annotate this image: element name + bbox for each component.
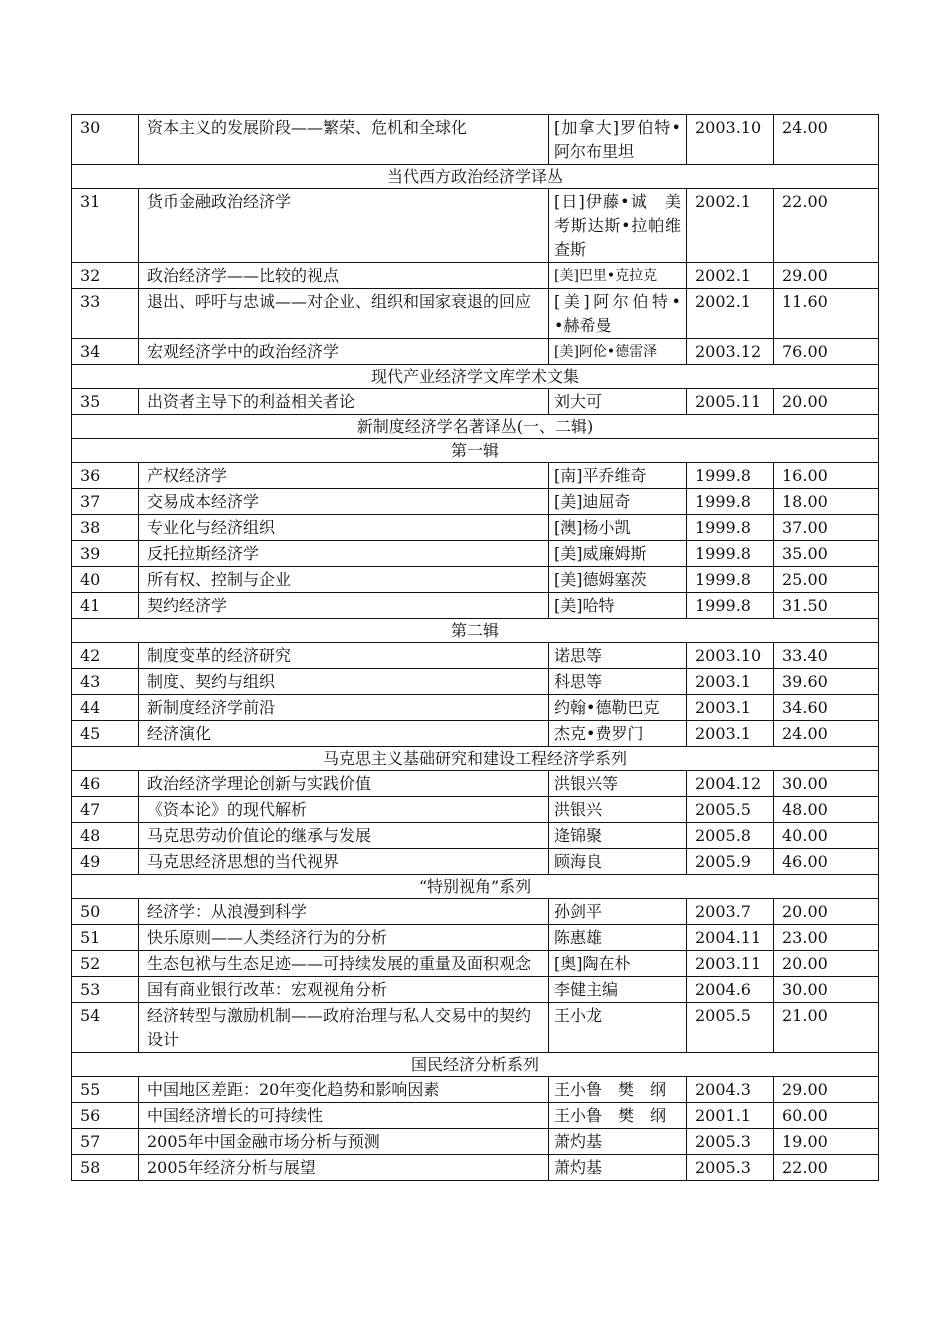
publish-date: 2001.1	[687, 1103, 774, 1129]
table-row	[72, 593, 879, 619]
table-row	[72, 797, 879, 823]
book-title: 交易成本经济学	[139, 489, 549, 515]
book-price: 21.00	[774, 1003, 879, 1053]
publish-date: 2003.11	[687, 951, 774, 977]
book-price: 40.00	[774, 823, 879, 849]
book-author: 孙剑平	[549, 899, 687, 925]
publish-date: 1999.8	[687, 567, 774, 593]
publish-date: 1999.8	[687, 515, 774, 541]
table-row	[72, 643, 879, 669]
section-header-row	[72, 439, 879, 463]
book-price: 23.00	[774, 925, 879, 951]
book-number: 31	[72, 189, 139, 263]
book-price: 46.00	[774, 849, 879, 875]
book-price: 24.00	[774, 115, 879, 165]
book-author: 约翰•德勒巴克	[549, 695, 687, 721]
book-number: 57	[72, 1129, 139, 1155]
book-price: 11.60	[774, 289, 879, 339]
book-author: [美]阿尔伯特• •赫希曼	[549, 289, 687, 339]
publish-date: 2002.1	[687, 289, 774, 339]
book-title: 中国经济增长的可持续性	[139, 1103, 549, 1129]
book-author: 洪银兴	[549, 797, 687, 823]
publish-date: 2004.12	[687, 771, 774, 797]
table-row	[72, 1103, 879, 1129]
book-price: 30.00	[774, 977, 879, 1003]
table-row	[72, 951, 879, 977]
publish-date: 2003.10	[687, 115, 774, 165]
publish-date: 2005.5	[687, 1003, 774, 1053]
table-row	[72, 925, 879, 951]
section-title: 现代产业经济学文库学术文集	[72, 365, 879, 389]
book-author: [美]德姆塞茨	[549, 567, 687, 593]
table-row	[72, 695, 879, 721]
book-number: 41	[72, 593, 139, 619]
section-title: 国民经济分析系列	[72, 1053, 879, 1077]
table-row	[72, 189, 879, 263]
book-author: 刘大可	[549, 389, 687, 415]
book-number: 40	[72, 567, 139, 593]
book-title: 经济学：从浪漫到科学	[139, 899, 549, 925]
book-author: 王小龙	[549, 1003, 687, 1053]
book-price: 25.00	[774, 567, 879, 593]
book-title: 制度变革的经济研究	[139, 643, 549, 669]
book-number: 58	[72, 1155, 139, 1181]
book-number: 55	[72, 1077, 139, 1103]
publish-date: 2003.12	[687, 339, 774, 365]
table-row	[72, 515, 879, 541]
book-number: 37	[72, 489, 139, 515]
table-row	[72, 339, 879, 365]
table-row	[72, 1003, 879, 1053]
section-title: 第二辑	[72, 619, 879, 643]
book-title: 生态包袱与生态足迹——可持续发展的重量及面积观念	[139, 951, 549, 977]
table-row	[72, 389, 879, 415]
book-number: 33	[72, 289, 139, 339]
book-number: 44	[72, 695, 139, 721]
publish-date: 2005.3	[687, 1129, 774, 1155]
book-price: 29.00	[774, 1077, 879, 1103]
book-number: 56	[72, 1103, 139, 1129]
table-row	[72, 1077, 879, 1103]
publish-date: 2005.3	[687, 1155, 774, 1181]
book-price: 22.00	[774, 1155, 879, 1181]
table-row	[72, 289, 879, 339]
table-row	[72, 567, 879, 593]
book-title: 契约经济学	[139, 593, 549, 619]
section-title: 马克思主义基础研究和建设工程经济学系列	[72, 747, 879, 771]
section-header-row	[72, 875, 879, 899]
table-row	[72, 849, 879, 875]
book-title: 快乐原则——人类经济行为的分析	[139, 925, 549, 951]
book-title: 中国地区差距：20年变化趋势和影响因素	[139, 1077, 549, 1103]
table-row	[72, 489, 879, 515]
book-author: 逄锦聚	[549, 823, 687, 849]
table-row	[72, 977, 879, 1003]
publish-date: 2002.1	[687, 189, 774, 263]
book-number: 49	[72, 849, 139, 875]
book-price: 20.00	[774, 899, 879, 925]
book-number: 46	[72, 771, 139, 797]
book-price: 33.40	[774, 643, 879, 669]
book-title: 资本主义的发展阶段——繁荣、危机和全球化	[139, 115, 549, 165]
book-title: 货币金融政治经济学	[139, 189, 549, 263]
book-price: 20.00	[774, 951, 879, 977]
section-header-row	[72, 365, 879, 389]
publish-date: 1999.8	[687, 489, 774, 515]
book-price: 19.00	[774, 1129, 879, 1155]
book-number: 35	[72, 389, 139, 415]
book-author: 李健主编	[549, 977, 687, 1003]
book-price: 37.00	[774, 515, 879, 541]
book-title: 2005年经济分析与展望	[139, 1155, 549, 1181]
publish-date: 2005.8	[687, 823, 774, 849]
table-row	[72, 463, 879, 489]
publish-date: 2003.1	[687, 669, 774, 695]
book-title: 马克思经济思想的当代视界	[139, 849, 549, 875]
section-header-row	[72, 1053, 879, 1077]
section-title: 当代西方政治经济学译丛	[72, 165, 879, 189]
section-title: “特别视角”系列	[72, 875, 879, 899]
book-price: 20.00	[774, 389, 879, 415]
book-price: 18.00	[774, 489, 879, 515]
book-title: 经济演化	[139, 721, 549, 747]
book-price: 29.00	[774, 263, 879, 289]
publish-date: 2004.6	[687, 977, 774, 1003]
publish-date: 2004.11	[687, 925, 774, 951]
section-header-row	[72, 415, 879, 439]
book-author: [美]阿伦•德雷泽	[549, 339, 687, 365]
book-number: 42	[72, 643, 139, 669]
book-number: 51	[72, 925, 139, 951]
book-author: [日]伊藤•诚 美 考斯达斯•拉帕维查斯	[549, 189, 687, 263]
book-price: 48.00	[774, 797, 879, 823]
book-title: 宏观经济学中的政治经济学	[139, 339, 549, 365]
book-author: [加拿大]罗伯特•阿尔布里坦	[549, 115, 687, 165]
publish-date: 2003.1	[687, 695, 774, 721]
book-author: 顾海良	[549, 849, 687, 875]
book-number: 34	[72, 339, 139, 365]
book-author: [美]威廉姆斯	[549, 541, 687, 567]
table-row	[72, 823, 879, 849]
book-author: [澳]杨小凯	[549, 515, 687, 541]
section-title: 新制度经济学名著译丛(一、二辑)	[72, 415, 879, 439]
table-row	[72, 899, 879, 925]
book-title: 政治经济学理论创新与实践价值	[139, 771, 549, 797]
book-title: 新制度经济学前沿	[139, 695, 549, 721]
table-row	[72, 721, 879, 747]
book-number: 54	[72, 1003, 139, 1053]
book-price: 30.00	[774, 771, 879, 797]
book-price: 39.60	[774, 669, 879, 695]
book-number: 53	[72, 977, 139, 1003]
publish-date: 2005.5	[687, 797, 774, 823]
book-number: 48	[72, 823, 139, 849]
book-author: 萧灼基	[549, 1155, 687, 1181]
book-author: 杰克•费罗门	[549, 721, 687, 747]
book-title: 制度、契约与组织	[139, 669, 549, 695]
book-title: 政治经济学——比较的视点	[139, 263, 549, 289]
table-row	[72, 541, 879, 567]
book-title: 2005年中国金融市场分析与预测	[139, 1129, 549, 1155]
book-author: [奥]陶在朴	[549, 951, 687, 977]
book-title: 所有权、控制与企业	[139, 567, 549, 593]
table-row	[72, 263, 879, 289]
book-author: [美]巴里•克拉克	[549, 263, 687, 289]
book-price: 60.00	[774, 1103, 879, 1129]
publish-date: 2005.11	[687, 389, 774, 415]
book-number: 38	[72, 515, 139, 541]
book-price: 22.00	[774, 189, 879, 263]
publish-date: 2004.3	[687, 1077, 774, 1103]
book-title: 退出、呼吁与忠诚——对企业、组织和国家衰退的回应	[139, 289, 549, 339]
book-author: 科思等	[549, 669, 687, 695]
book-price: 31.50	[774, 593, 879, 619]
table-row	[72, 1129, 879, 1155]
book-title: 经济转型与激励机制——政府治理与私人交易中的契约设计	[139, 1003, 549, 1053]
publish-date: 1999.8	[687, 463, 774, 489]
book-number: 36	[72, 463, 139, 489]
book-author: 王小鲁 樊 纲	[549, 1103, 687, 1129]
publish-date: 2003.10	[687, 643, 774, 669]
book-list-table	[71, 114, 879, 1181]
book-number: 52	[72, 951, 139, 977]
publish-date: 2003.7	[687, 899, 774, 925]
book-title: 《资本论》的现代解析	[139, 797, 549, 823]
book-title: 专业化与经济组织	[139, 515, 549, 541]
book-title: 国有商业银行改革：宏观视角分析	[139, 977, 549, 1003]
book-price: 76.00	[774, 339, 879, 365]
book-author: 萧灼基	[549, 1129, 687, 1155]
book-author: 陈惠雄	[549, 925, 687, 951]
book-number: 30	[72, 115, 139, 165]
book-price: 16.00	[774, 463, 879, 489]
publish-date: 1999.8	[687, 541, 774, 567]
section-title: 第一辑	[72, 439, 879, 463]
section-header-row	[72, 747, 879, 771]
book-number: 43	[72, 669, 139, 695]
book-number: 45	[72, 721, 139, 747]
book-author: [美]迪屈奇	[549, 489, 687, 515]
book-author: [美]哈特	[549, 593, 687, 619]
book-author: 王小鲁 樊 纲	[549, 1077, 687, 1103]
publish-date: 2003.1	[687, 721, 774, 747]
book-number: 47	[72, 797, 139, 823]
table-body	[72, 115, 879, 1181]
table-row	[72, 1155, 879, 1181]
book-title: 反托拉斯经济学	[139, 541, 549, 567]
book-price: 35.00	[774, 541, 879, 567]
table-row	[72, 669, 879, 695]
book-price: 24.00	[774, 721, 879, 747]
table-row	[72, 771, 879, 797]
book-author: [南]平乔维奇	[549, 463, 687, 489]
book-title: 马克思劳动价值论的继承与发展	[139, 823, 549, 849]
book-number: 39	[72, 541, 139, 567]
section-header-row	[72, 619, 879, 643]
book-author: 诺思等	[549, 643, 687, 669]
book-author: 洪银兴等	[549, 771, 687, 797]
publish-date: 2002.1	[687, 263, 774, 289]
book-number: 32	[72, 263, 139, 289]
book-number: 50	[72, 899, 139, 925]
table-row	[72, 115, 879, 165]
book-price: 34.60	[774, 695, 879, 721]
publish-date: 2005.9	[687, 849, 774, 875]
section-header-row	[72, 165, 879, 189]
book-title: 产权经济学	[139, 463, 549, 489]
book-title: 出资者主导下的利益相关者论	[139, 389, 549, 415]
publish-date: 1999.8	[687, 593, 774, 619]
